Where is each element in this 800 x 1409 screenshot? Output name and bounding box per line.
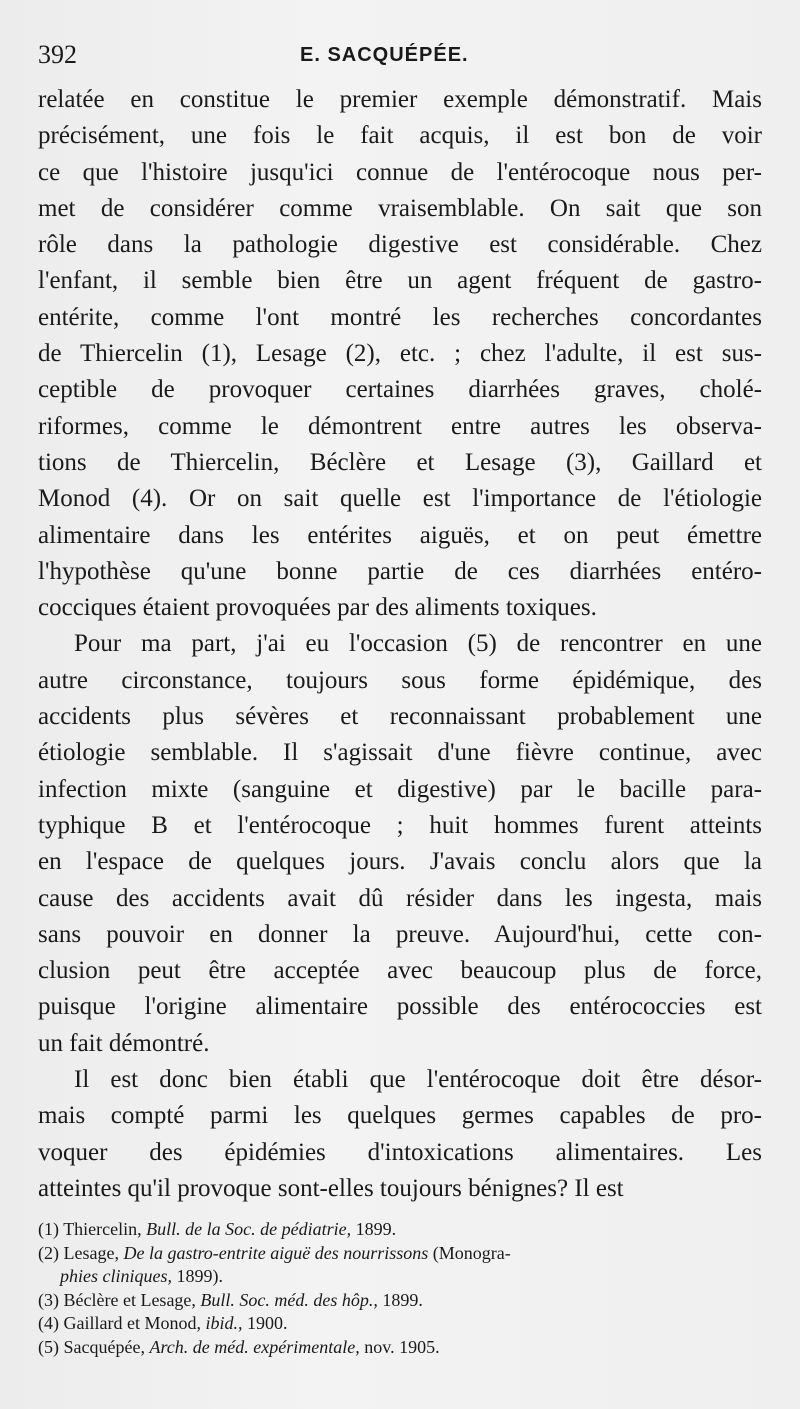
footnote-rest: 1899).: [176, 1266, 223, 1286]
text-line: ceptible de provoquer certaines diarrhées graves, cholé-: [38, 376, 762, 404]
text-line: de Thiercelin (1), Lesage (2), etc. ; chez l'adulte, il est sus-: [38, 340, 762, 368]
footnote: [38, 1218, 762, 1242]
text-line: entérite, comme l'ont montré les recherches concordantes: [38, 303, 762, 331]
footnote-author: Béclère et Lesage,: [63, 1289, 196, 1310]
footnote: [38, 1289, 762, 1313]
text-line: cocciques étaient provoquées par des aliments toxiques.: [38, 594, 597, 622]
footnote: [38, 1312, 762, 1336]
footnote-number: (4): [38, 1313, 59, 1333]
text-line: typhique B et l'entérocoque ; huit hommes furent atteints: [38, 811, 762, 839]
footnote-work: Bull. de la Soc. de pédiatrie,: [146, 1219, 352, 1239]
footnote-work: phies cliniques,: [60, 1266, 172, 1286]
text-line: accidents plus sévères et reconnaissant probablement une: [38, 703, 762, 731]
text-line: mais compté parmi les quelques germes capables de pro-: [38, 1102, 762, 1130]
text-line: l'enfant, il semble bien être un agent fréquent de gastro-: [38, 267, 762, 295]
text-line: Il est donc bien établi que l'entérocoque doit être désor-: [74, 1066, 762, 1094]
footnote-work: Bull. Soc. méd. des hôp.,: [200, 1289, 378, 1310]
text-line: met de considérer comme vraisemblable. On sait que son: [38, 194, 762, 222]
footnote: [38, 1336, 762, 1360]
text-line: puisque l'origine alimentaire possible des entérococcies est: [38, 993, 762, 1021]
text-line: Pour ma part, j'ai eu l'occasion (5) de rencontrer en une: [74, 630, 762, 658]
footnote-author: Sacquépée,: [63, 1336, 145, 1357]
text-line: infection mixte (sanguine et digestive) par le bacille para-: [38, 775, 762, 803]
footnote-number: (3): [38, 1289, 59, 1310]
text-line: sans pouvoir en donner la preuve. Aujourd'hui, cette con-: [38, 920, 762, 948]
text-line: l'hypothèse qu'une bonne partie de ces diarrhées entéro-: [38, 557, 762, 585]
text-line: voquer des épidémies d'intoxications alimentaires. Les: [38, 1138, 762, 1166]
footnote-rest: (Monogra-: [432, 1242, 511, 1263]
footnote-work: De la gastro-entrite aiguë des nourrissons: [123, 1242, 429, 1263]
footnote: [38, 1265, 762, 1289]
footnote: [38, 1242, 762, 1266]
footnote-rest: nov. 1905.: [364, 1336, 440, 1357]
text-line: alimentaire dans les entérites aiguës, et on peut émettre: [38, 521, 762, 549]
text-line: riformes, comme le démontrent entre autres les observa-: [38, 412, 762, 440]
footnote-work: ibid.,: [205, 1313, 243, 1333]
text-line: tions de Thiercelin, Béclère et Lesage (3), Gaillard et: [38, 448, 762, 476]
text-line: atteintes qu'il provoque sont-elles toujours bénignes? Il est: [38, 1174, 624, 1202]
text-line: Monod (4). Or on sait quelle est l'importance de l'étiologie: [38, 485, 762, 513]
text-line: précisément, une fois le fait acquis, il est bon de voir: [38, 122, 762, 150]
footnote-author: Gaillard et Monod,: [63, 1313, 201, 1333]
text-line: clusion peut être acceptée avec beaucoup plus de force,: [38, 957, 762, 985]
text-line: cause des accidents avait dû résider dans les ingesta, mais: [38, 884, 762, 912]
footnote-rest: 1900.: [247, 1313, 288, 1333]
text-line: autre circonstance, toujours sous forme épidémique, des: [38, 666, 762, 694]
footnote-rest: 1899.: [382, 1289, 423, 1310]
text-line: un fait démontré.: [38, 1029, 210, 1057]
footnote-author: Lesage,: [63, 1242, 119, 1263]
text-line: relatée en constitue le premier exemple démonstratif. Mais: [38, 86, 762, 113]
footnote-number: (1): [38, 1219, 59, 1239]
body-text: [38, 82, 762, 1207]
text-line: ce que l'histoire jusqu'ici connue de l'entérocoque nous per-: [38, 158, 762, 186]
footnote-author: Thiercelin,: [63, 1219, 142, 1239]
footnote-rest: 1899.: [355, 1219, 397, 1239]
text-line: en l'espace de quelques jours. J'avais conclu alors que la: [38, 848, 762, 876]
footnotes: [38, 1218, 762, 1359]
footnote-number: (2): [38, 1242, 59, 1263]
footnote-number: (5): [38, 1336, 59, 1357]
text-line: rôle dans la pathologie digestive est considérable. Chez: [38, 231, 762, 259]
page-header: [38, 40, 778, 80]
running-head: E. SACQUÉPÉE.: [300, 44, 469, 66]
text-line: étiologie semblable. Il s'agissait d'une fièvre continue, avec: [38, 739, 762, 767]
page-number: 392: [38, 40, 77, 69]
footnote-work: Arch. de méd. expérimentale,: [149, 1336, 360, 1357]
